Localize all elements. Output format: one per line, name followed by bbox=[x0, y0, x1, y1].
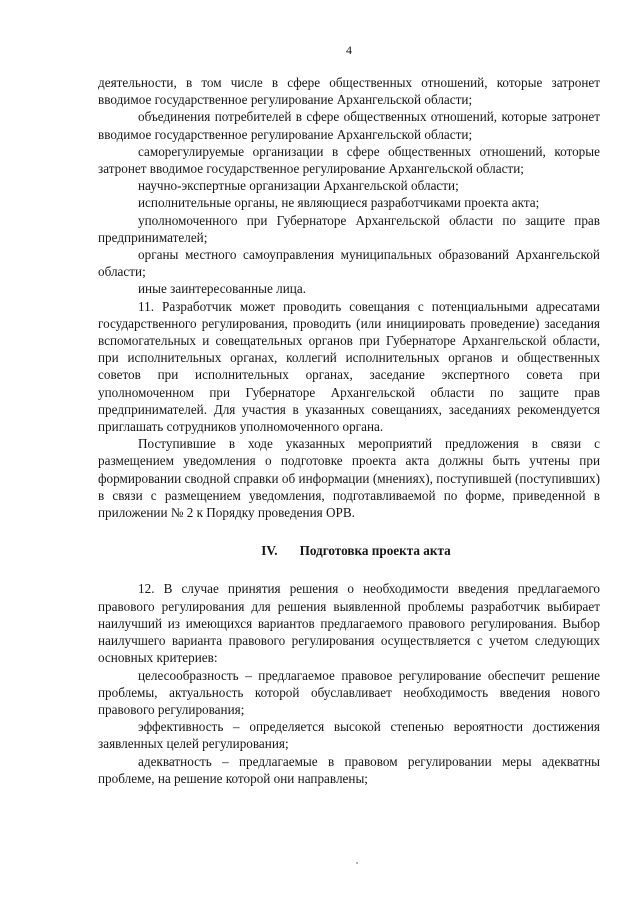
paragraph-local-government: органы местного самоуправления муниципальных образований Архангельской области; bbox=[98, 247, 600, 280]
paragraph-criterion-adequacy: адекватность – предлагаемые в правовом регулировании меры адекватны проблеме, на решение которой они направлены; bbox=[98, 753, 600, 786]
section-number: IV. bbox=[261, 543, 278, 559]
body-text-bottom bbox=[98, 580, 600, 786]
paragraph-clause-12: 12. В случае принятия решения о необходимости введения предлагаемого правового регулирования для решения выявленной проблемы разработчик выбирает наилучший из имеющихся вариантов предлагаемого правового регулирования. Выбор наилучшего варианта правового регулирования осуществляется с учетом следующих основных критериев: bbox=[98, 581, 600, 666]
paragraph-business-ombudsman: уполномоченного при Губернаторе Архангельской области по защите прав предпринимателей; bbox=[98, 212, 600, 245]
paragraph-expert-orgs: научно-экспертные организации Архангельской области; bbox=[138, 178, 459, 194]
paragraph-continuation: деятельности, в том числе в сфере общественных отношений, которые затронет вводимое государственное регулирование Архангельской области; bbox=[98, 75, 600, 108]
paragraph-consumer-associations: объединения потребителей в сфере общественных отношений, которые затронет вводимое государственное регулирование Архангельской области; bbox=[98, 109, 600, 142]
paragraph-clause-11: 11. Разработчик может проводить совещания с потенциальными адресатами государственного регулирования, проводить (или инициировать проведение) заседания вспомогательных и совещательных органов при Губернаторе Архангельской области, при исполнительных органах, коллегий исполнительных органов и общественных советов при исполнительных органах, заседание экспертного совета при уполномоченном при Губернаторе Архангельской области по защите прав предпринимателей. Для участия в указанных совещаниях, заседаниях рекомендуется приглашать сотрудников уполномоченного органа. bbox=[98, 298, 600, 435]
scan-speck bbox=[356, 862, 358, 864]
body-text-top bbox=[98, 74, 600, 521]
section-heading bbox=[98, 542, 600, 559]
paragraph-criterion-expediency: целесообразность – предлагаемое правовое регулирование обеспечит решение проблемы, актуальность которой обуславливает необходимость введения нового правового регулирования; bbox=[98, 667, 600, 717]
page-number: 4 bbox=[346, 43, 352, 57]
paragraph-self-regulating-orgs: саморегулируемые организации в сфере общественных отношений, которые затронет вводимое государственное регулирование Архангельской области; bbox=[98, 143, 600, 177]
paragraph-criterion-efficiency: эффективность – определяется высокой степенью вероятности достижения заявленных целей регулирования; bbox=[98, 719, 600, 752]
paragraph-other-parties: иные заинтересованные лица. bbox=[138, 281, 307, 297]
section-title: Подготовка проекта акта bbox=[299, 543, 451, 559]
paragraph-proposals: Поступившие в ходе указанных мероприятий предложения в связи с размещением уведомления о подготовке проекта акта должны быть учтены при формировании сводной справки об информации (мнениях), поступившей (поступивших) в связи с размещением уведомления, подготавливаемой по форме, приведенной в приложении № 2 к Порядку проведения ОРВ. bbox=[98, 436, 600, 521]
paragraph-executive-bodies: исполнительные органы, не являющиеся разработчиками проекта акта; bbox=[138, 195, 540, 211]
